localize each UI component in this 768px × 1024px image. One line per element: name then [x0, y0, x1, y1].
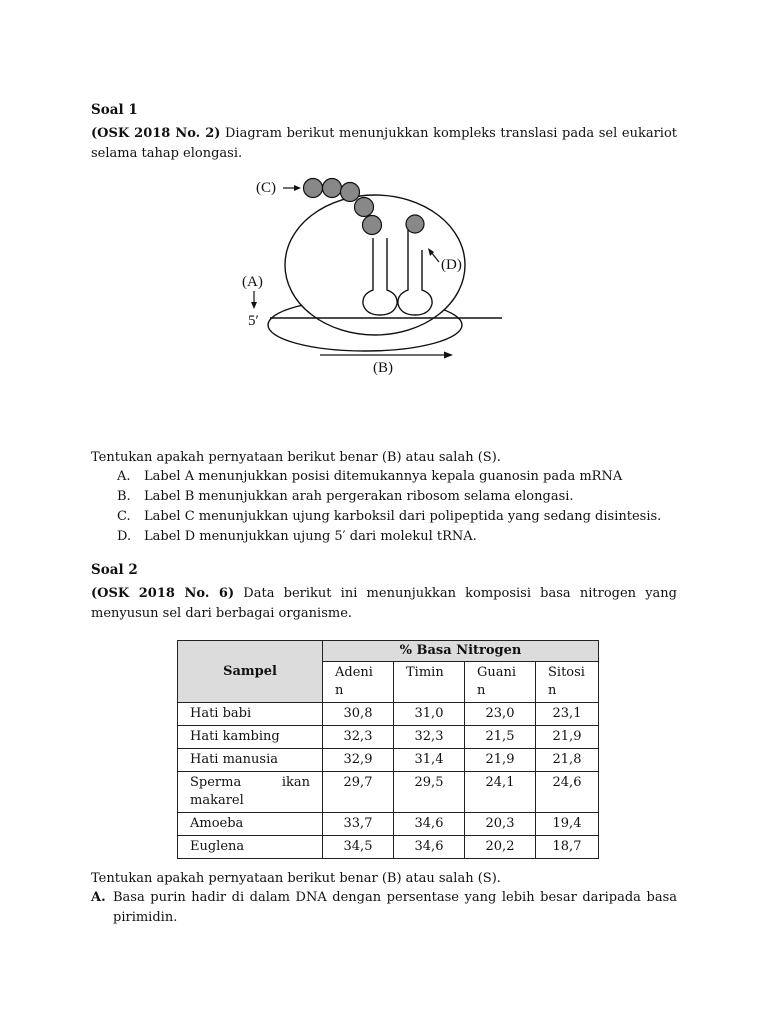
polypeptide-bead — [323, 179, 342, 198]
arrowhead-a — [251, 302, 257, 309]
cell-value: 31,0 — [394, 703, 465, 726]
cell-sample-line: makarel — [190, 793, 244, 808]
statement-letter: A. — [117, 469, 131, 484]
polypeptide-bead — [355, 198, 374, 217]
table-row — [178, 772, 599, 813]
translation-complex-diagram — [232, 170, 522, 380]
cell-value: 21,9 — [536, 726, 599, 749]
subheader-line: Sitosi — [548, 665, 585, 680]
statement-letter: A. — [91, 890, 106, 905]
statement-text: Label D menunjukkan ujung 5′ dari molekul tRNA. — [144, 529, 477, 544]
label-a: (A) — [242, 274, 263, 290]
arrowhead-c — [294, 185, 301, 191]
cell-value: 24,1 — [465, 772, 536, 813]
soal1-source: (OSK 2018 No. 2) — [91, 126, 221, 141]
cell-value: 21,9 — [465, 749, 536, 772]
cell-value: 31,4 — [394, 749, 465, 772]
soal2-question-text: Data berikut ini menunjukkan komposisi basa nitrogen yang menyusun sel dari berbagai organisme. — [91, 586, 678, 621]
cell-value: 24,6 — [536, 772, 599, 813]
soal1-question — [91, 124, 677, 164]
cell-value: 29,5 — [394, 772, 465, 813]
statement-letter: C. — [117, 509, 131, 524]
cell-sample-line: Sperma ikan — [190, 775, 310, 790]
table-header-row — [178, 641, 599, 662]
cell-sample: Amoeba — [178, 813, 323, 836]
cell-value: 29,7 — [323, 772, 394, 813]
table-row — [178, 726, 599, 749]
subheader-sitosin — [536, 662, 599, 703]
statement-text: Basa purin hadir di dalam DNA dengan persentase yang lebih besar daripada basa pirimidin. — [113, 890, 677, 925]
subheader-line: Guani — [477, 665, 517, 680]
cell-value: 19,4 — [536, 813, 599, 836]
cell-value: 23,1 — [536, 703, 599, 726]
statement-letter: B. — [117, 489, 131, 504]
table-row — [178, 813, 599, 836]
cell-value: 21,5 — [465, 726, 536, 749]
polypeptide-bead — [341, 183, 360, 202]
table-row — [178, 836, 599, 859]
label-d: (D) — [441, 257, 462, 273]
soal2-heading: Soal 2 — [91, 562, 138, 578]
cell-sample: Euglena — [178, 836, 323, 859]
polypeptide-bead — [304, 179, 323, 198]
cell-value: 34,6 — [394, 836, 465, 859]
subheader-line: n — [335, 683, 344, 698]
statement-text: Label C menunjukkan ujung karboksil dari polipeptida yang sedang disintesis. — [144, 509, 662, 524]
soal1-instruction: Tentukan apakah pernyataan berikut benar (B) atau salah (S). — [91, 450, 501, 465]
soal1-heading: Soal 1 — [91, 102, 138, 118]
subheader-adenin — [323, 662, 394, 703]
cell-value: 18,7 — [536, 836, 599, 859]
cell-value: 32,3 — [394, 726, 465, 749]
cell-value: 20,2 — [465, 836, 536, 859]
list-item — [117, 527, 677, 547]
cell-sample — [178, 772, 323, 813]
cell-sample: Hati babi — [178, 703, 323, 726]
soal2-question — [91, 584, 677, 624]
soal2-statement-a — [91, 888, 677, 928]
cell-value: 23,0 — [465, 703, 536, 726]
soal2-source: (OSK 2018 No. 6) — [91, 586, 235, 601]
label-c: (C) — [256, 180, 276, 196]
amino-acid-bead — [406, 215, 424, 233]
list-item — [117, 487, 677, 507]
cell-value: 34,5 — [323, 836, 394, 859]
subheader-line: n — [548, 683, 557, 698]
polypeptide-bead — [363, 216, 382, 235]
cell-value: 20,3 — [465, 813, 536, 836]
list-item — [117, 507, 677, 527]
label-five-prime: 5′ — [248, 313, 259, 329]
subheader-guanin — [465, 662, 536, 703]
cell-sample: Hati kambing — [178, 726, 323, 749]
header-sampel: Sampel — [178, 641, 323, 703]
subheader-line: Timin — [406, 665, 444, 680]
soal1-question-text: Diagram berikut menunjukkan kompleks translasi pada sel eukariot selama tahap elongasi. — [91, 126, 678, 161]
statement-letter: D. — [117, 529, 132, 544]
cell-value: 30,8 — [323, 703, 394, 726]
statement-text: Label A menunjukkan posisi ditemukannya kepala guanosin pada mRNA — [144, 469, 623, 484]
cell-value: 32,9 — [323, 749, 394, 772]
arrowhead-b — [444, 352, 453, 359]
header-basa-nitrogen: % Basa Nitrogen — [323, 641, 599, 662]
cell-sample: Hati manusia — [178, 749, 323, 772]
label-b: (B) — [373, 360, 393, 376]
cell-value: 33,7 — [323, 813, 394, 836]
cell-value: 32,3 — [323, 726, 394, 749]
diagram-svg — [232, 170, 522, 380]
subheader-line: n — [477, 683, 486, 698]
nitrogen-base-table — [177, 640, 599, 859]
subheader-timin — [394, 662, 465, 703]
table-row — [178, 749, 599, 772]
soal1-statement-list — [117, 467, 677, 547]
statement-text: Label B menunjukkan arah pergerakan ribosom selama elongasi. — [144, 489, 574, 504]
cell-value: 21,8 — [536, 749, 599, 772]
subheader-line: Adeni — [335, 665, 373, 680]
table-row — [178, 703, 599, 726]
cell-value: 34,6 — [394, 813, 465, 836]
soal2-instruction: Tentukan apakah pernyataan berikut benar (B) atau salah (S). — [91, 871, 501, 886]
list-item — [117, 467, 677, 487]
